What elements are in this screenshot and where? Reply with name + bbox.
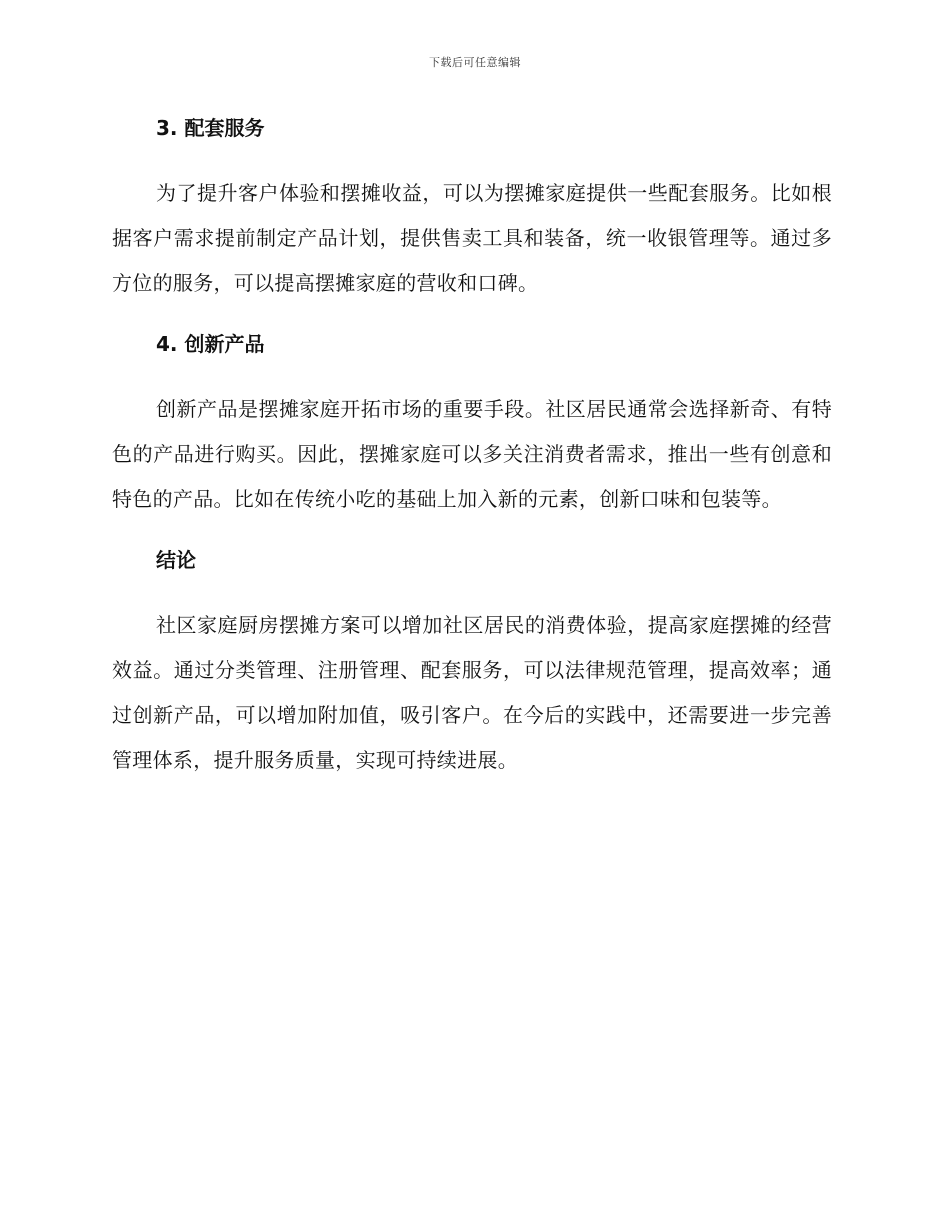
section-conclusion	[112, 544, 832, 783]
section-paragraph: 为了提升客户体验和摆摊收益，可以为摆摊家庭提供一些配套服务。比如根据客户需求提前制定产品计划，提供售卖工具和装备，统一收银管理等。通过多方位的服务，可以提高摆摊家庭的营收和口碑。	[112, 181, 832, 295]
section-paragraph: 社区家庭厨房摆摊方案可以增加社区居民的消费体验，提高家庭摆摊的经营效益。通过分类管理、注册管理、配套服务，可以法律规范管理，提高效率；通过创新产品，可以增加附加值，吸引客户。在今后的实践中，还需要进一步完善管理体系，提升服务质量，实现可持续进展。	[112, 613, 832, 772]
page-header: 下载后可任意编辑	[429, 56, 521, 69]
section-innovative-products	[112, 328, 832, 522]
section-supporting-services	[112, 112, 832, 306]
section-heading: 4. 创新产品	[156, 332, 265, 356]
section-heading: 3. 配套服务	[156, 116, 265, 140]
section-heading: 结论	[156, 548, 196, 572]
document-body	[112, 112, 832, 783]
section-paragraph: 创新产品是摆摊家庭开拓市场的重要手段。社区居民通常会选择新奇、有特色的产品进行购买。因此，摆摊家庭可以多关注消费者需求，推出一些有创意和特色的产品。比如在传统小吃的基础上加入新的元素，创新口味和包装等。	[112, 397, 832, 511]
